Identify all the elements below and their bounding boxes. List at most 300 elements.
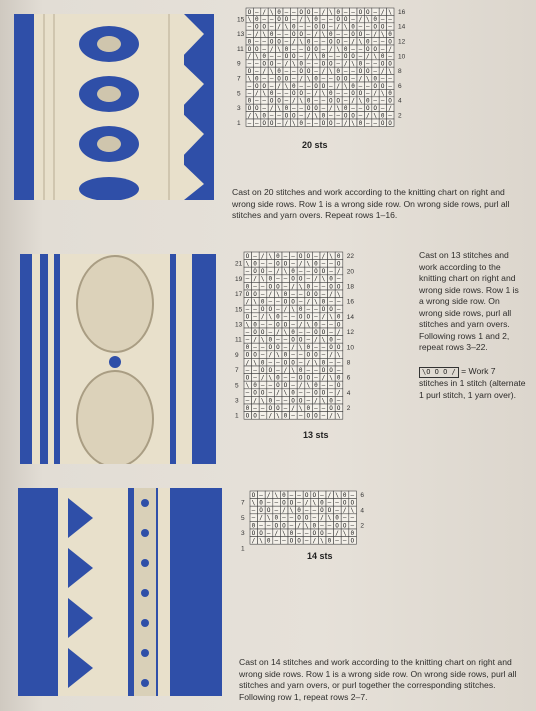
chart-symbol: — bbox=[358, 45, 363, 53]
chart-symbol: O bbox=[306, 252, 311, 260]
chart-symbol: — bbox=[245, 366, 250, 374]
row-number-right: 16 bbox=[398, 8, 406, 16]
chart-symbol: 0 bbox=[314, 321, 318, 329]
chart-symbol: O bbox=[314, 328, 318, 336]
chart-symbol: \ bbox=[329, 313, 333, 321]
chart-symbol: O bbox=[321, 60, 326, 68]
chart-symbol: 0 bbox=[343, 45, 348, 53]
chart-symbol: O bbox=[350, 499, 355, 507]
chart-symbol: — bbox=[297, 499, 301, 507]
chart-symbol: 0 bbox=[321, 298, 326, 306]
chart-symbol: O bbox=[321, 82, 326, 90]
chart-symbol: \ bbox=[247, 75, 252, 83]
chart-symbol: 0 bbox=[253, 321, 257, 329]
chart-symbol: — bbox=[253, 252, 257, 260]
chart-symbol: 0 bbox=[314, 75, 318, 83]
chart-symbol: \ bbox=[335, 491, 339, 499]
stitch-count-1: 20 sts bbox=[302, 140, 328, 150]
chart-symbol: — bbox=[358, 23, 363, 31]
chart-symbol: O bbox=[260, 366, 265, 374]
chart-symbol: / bbox=[336, 328, 341, 336]
chart-symbol: — bbox=[335, 507, 339, 515]
instructions-2: Cast on 13 stitches and work according to the knitting chart on right and wrong side rows. Row 1 is a wrong side row. On wrong side rows, purl all stitches and yarn overs. Following rows 1 and 2, repeat rows 3–22. bbox=[419, 250, 519, 352]
chart-symbol: \ bbox=[329, 8, 333, 16]
chart-symbol: \ bbox=[380, 90, 385, 98]
chart-symbol: — bbox=[306, 119, 311, 127]
chart-symbol: — bbox=[255, 97, 259, 105]
chart-symbol: — bbox=[329, 75, 333, 83]
chart-symbol: O bbox=[321, 119, 326, 127]
chart-symbol: / bbox=[247, 53, 252, 61]
chart-symbol: — bbox=[268, 389, 273, 397]
chart-symbol: — bbox=[321, 45, 326, 53]
chart-symbol: O bbox=[291, 275, 295, 283]
chart-symbol: — bbox=[342, 537, 347, 545]
row-number-right: 2 bbox=[398, 112, 402, 120]
chart-symbol: 0 bbox=[297, 507, 301, 515]
chart-symbol: / bbox=[306, 298, 311, 306]
chart-symbol: O bbox=[253, 351, 257, 359]
chart-symbol: / bbox=[269, 104, 274, 112]
chart-symbol: O bbox=[336, 97, 341, 105]
chart-symbol: O bbox=[259, 507, 263, 515]
chart-symbol: — bbox=[291, 313, 295, 321]
chart-symbol: — bbox=[266, 529, 271, 537]
chart-symbol: — bbox=[336, 53, 341, 61]
chart-symbol: O bbox=[298, 374, 303, 382]
chart-symbol: / bbox=[269, 45, 274, 53]
chart-symbol: 0 bbox=[269, 30, 274, 38]
chart-symbol: O bbox=[299, 8, 304, 16]
chart-symbol: — bbox=[291, 351, 295, 359]
row-number-right: 10 bbox=[346, 344, 355, 352]
chart-symbol: / bbox=[298, 260, 303, 268]
chart-symbol: O bbox=[306, 45, 311, 53]
chart-symbol: \ bbox=[251, 499, 256, 507]
chart-symbol: O bbox=[366, 8, 370, 16]
chart-symbol: — bbox=[253, 366, 257, 374]
chart-symbol: O bbox=[321, 328, 326, 336]
chart-symbol: 0 bbox=[342, 491, 347, 499]
chart-symbol: 0 bbox=[276, 252, 280, 260]
chart-symbol: O bbox=[259, 529, 263, 537]
chart-symbol: O bbox=[282, 499, 286, 507]
chart-symbol: O bbox=[366, 45, 370, 53]
chart-symbol: — bbox=[306, 275, 311, 283]
chart-symbol: O bbox=[266, 507, 271, 515]
chart-symbol: — bbox=[298, 290, 303, 298]
chart-symbol: \ bbox=[283, 268, 288, 276]
chart-symbol: 0 bbox=[329, 30, 333, 38]
chart-symbol: — bbox=[255, 67, 259, 75]
chart-symbol: O bbox=[245, 351, 250, 359]
chart-symbol: O bbox=[269, 119, 274, 127]
chart-symbol: — bbox=[351, 104, 355, 112]
chart-symbol: — bbox=[314, 119, 318, 127]
chart-symbol: O bbox=[298, 336, 303, 344]
chart-symbol: / bbox=[292, 97, 296, 105]
chart-symbol: \ bbox=[373, 112, 378, 120]
chart-symbol: O bbox=[358, 8, 363, 16]
chart-symbol: — bbox=[321, 16, 326, 24]
chart-symbol: O bbox=[269, 97, 274, 105]
chart-symbol: O bbox=[366, 104, 370, 112]
chart-symbol: — bbox=[292, 104, 296, 112]
chart-symbol: \ bbox=[283, 389, 288, 397]
chart-symbol: O bbox=[321, 23, 326, 31]
chart-symbol: \ bbox=[388, 8, 392, 16]
chart-symbol: / bbox=[274, 529, 279, 537]
chart-symbol: 0 bbox=[292, 82, 296, 90]
row-number-right: 4 bbox=[398, 97, 402, 105]
chart-symbol: — bbox=[283, 397, 288, 405]
chart-symbol: 0 bbox=[314, 16, 318, 24]
chart-symbol: 0 bbox=[358, 60, 363, 68]
chart-symbol: — bbox=[321, 75, 326, 83]
chart-symbol: \ bbox=[351, 119, 355, 127]
chart-symbol: O bbox=[373, 82, 378, 90]
chart-symbol: — bbox=[255, 8, 259, 16]
chart-symbol: 0 bbox=[336, 8, 341, 16]
chart-symbol: O bbox=[268, 404, 273, 412]
chart-symbol: — bbox=[304, 537, 309, 545]
chart-symbol: O bbox=[388, 38, 392, 46]
chart-symbol: — bbox=[299, 45, 304, 53]
chart-symbol: / bbox=[245, 359, 250, 367]
chart-symbol: / bbox=[351, 97, 355, 105]
row-number-left: 5 bbox=[237, 90, 241, 98]
row-number-right: 6 bbox=[360, 492, 365, 500]
chart-symbol: \ bbox=[329, 252, 333, 260]
legend bbox=[419, 366, 527, 401]
row-number-left: 19 bbox=[235, 275, 243, 283]
chart-symbol: — bbox=[329, 16, 333, 24]
chart-symbol: — bbox=[291, 412, 295, 420]
chart-symbol: / bbox=[366, 112, 370, 120]
chart-symbol: 0 bbox=[276, 374, 280, 382]
chart-symbol: — bbox=[277, 60, 281, 68]
chart-symbol: — bbox=[336, 60, 341, 68]
chart-symbol: — bbox=[366, 90, 370, 98]
chart-symbol: — bbox=[314, 67, 318, 75]
chart-symbol: / bbox=[262, 67, 267, 75]
chart-symbol: / bbox=[253, 275, 257, 283]
chart-symbol: — bbox=[336, 366, 341, 374]
chart-symbol: \ bbox=[277, 104, 281, 112]
chart-symbol: — bbox=[291, 252, 295, 260]
chart-symbol: O bbox=[351, 90, 355, 98]
chart-symbol: — bbox=[269, 53, 274, 61]
chart-symbol: — bbox=[329, 112, 333, 120]
chart-symbol: O bbox=[277, 38, 281, 46]
chart-symbol: \ bbox=[351, 60, 355, 68]
chart-symbol: 0 bbox=[276, 313, 280, 321]
chart-symbol: / bbox=[306, 112, 311, 120]
chart-symbol: 0 bbox=[260, 359, 265, 367]
chart-symbol: / bbox=[260, 252, 265, 260]
chart-symbol: \ bbox=[260, 336, 265, 344]
chart-symbol: — bbox=[388, 75, 392, 83]
chart-symbol: O bbox=[284, 53, 289, 61]
chart-symbol: — bbox=[314, 97, 318, 105]
chart-symbol: — bbox=[350, 522, 355, 530]
chart-symbol: O bbox=[342, 499, 347, 507]
chart-symbol: 0 bbox=[306, 38, 311, 46]
chart-symbol: O bbox=[247, 45, 252, 53]
chart-symbol: / bbox=[253, 336, 257, 344]
chart-symbol: 0 bbox=[350, 529, 355, 537]
chart-symbol: \ bbox=[245, 260, 250, 268]
chart-symbol: O bbox=[373, 104, 378, 112]
chart-symbol: — bbox=[306, 268, 311, 276]
chart-symbol: O bbox=[276, 382, 280, 390]
chart-symbol: O bbox=[358, 30, 363, 38]
chart-symbol: — bbox=[282, 514, 286, 522]
chart-symbol: — bbox=[268, 298, 273, 306]
chart-symbol: \ bbox=[336, 45, 341, 53]
chart-symbol: \ bbox=[284, 23, 289, 31]
chart-symbol: — bbox=[260, 344, 265, 352]
knitting-chart-2 bbox=[230, 250, 416, 426]
chart-symbol: — bbox=[247, 119, 252, 127]
chart-symbol: — bbox=[336, 275, 341, 283]
chart-symbol: / bbox=[388, 104, 392, 112]
row-number-right: 8 bbox=[346, 359, 351, 367]
chart-symbol: \ bbox=[291, 306, 295, 314]
chart-symbol: — bbox=[304, 507, 309, 515]
row-number-right: 14 bbox=[398, 23, 406, 31]
chart-symbol: / bbox=[321, 313, 326, 321]
chart-symbol: O bbox=[343, 53, 348, 61]
chart-symbol: 0 bbox=[335, 514, 339, 522]
chart-symbol: O bbox=[253, 412, 257, 420]
chart-symbol: — bbox=[343, 67, 348, 75]
chart-symbol: \ bbox=[327, 514, 332, 522]
chart-symbol: / bbox=[343, 119, 348, 127]
chart-symbol: \ bbox=[276, 290, 280, 298]
chart-symbol: / bbox=[291, 344, 295, 352]
chart-symbol: \ bbox=[245, 382, 250, 390]
chart-symbol: — bbox=[274, 537, 279, 545]
chart-symbol: 0 bbox=[321, 112, 326, 120]
chart-symbol: \ bbox=[320, 537, 324, 545]
chart-symbol: — bbox=[320, 522, 324, 530]
chart-symbol: 0 bbox=[329, 397, 333, 405]
chart-symbol: — bbox=[351, 16, 355, 24]
chart-symbol: \ bbox=[321, 336, 326, 344]
chart-symbol: — bbox=[306, 366, 311, 374]
chart-symbol: — bbox=[314, 306, 318, 314]
chart-symbol: 0 bbox=[380, 53, 385, 61]
chart-symbol: O bbox=[260, 306, 265, 314]
chart-symbol: O bbox=[247, 104, 252, 112]
chart-symbol: — bbox=[298, 351, 303, 359]
chart-symbol: O bbox=[329, 38, 333, 46]
chart-symbol: — bbox=[260, 321, 265, 329]
chart-symbol: / bbox=[268, 412, 273, 420]
chart-symbol: — bbox=[366, 60, 370, 68]
chart-symbol: O bbox=[292, 53, 296, 61]
row-number-left: 3 bbox=[235, 397, 239, 405]
chart-symbol: 0 bbox=[269, 90, 274, 98]
chart-symbol: 0 bbox=[306, 404, 311, 412]
chart-symbol: 0 bbox=[336, 313, 341, 321]
chart-symbol: — bbox=[314, 313, 318, 321]
chart-symbol: \ bbox=[253, 298, 257, 306]
chart-symbol: O bbox=[298, 252, 303, 260]
chart-symbol: — bbox=[283, 374, 288, 382]
row-number-right: 8 bbox=[398, 68, 402, 76]
chart-symbol: — bbox=[321, 412, 326, 420]
chart-symbol: — bbox=[276, 336, 280, 344]
chart-symbol: / bbox=[329, 104, 333, 112]
row-number-right: 6 bbox=[398, 82, 402, 90]
chart-symbol: — bbox=[283, 275, 288, 283]
chart-symbol: / bbox=[336, 82, 341, 90]
chart-symbol: \ bbox=[304, 522, 309, 530]
chart-symbol: 0 bbox=[388, 90, 392, 98]
chart-symbol: / bbox=[292, 38, 296, 46]
chart-symbol: — bbox=[351, 67, 355, 75]
chart-symbol: \ bbox=[283, 328, 288, 336]
chart-symbol: O bbox=[289, 499, 294, 507]
chart-symbol: — bbox=[329, 321, 333, 329]
chart-symbol: O bbox=[373, 45, 378, 53]
chart-symbol: \ bbox=[336, 290, 341, 298]
chart-symbol: O bbox=[343, 75, 348, 83]
chart-symbol: — bbox=[306, 336, 311, 344]
chart-symbol: O bbox=[291, 298, 295, 306]
chart-symbol: O bbox=[299, 30, 304, 38]
chart-symbol: — bbox=[336, 112, 341, 120]
chart-symbol: / bbox=[297, 522, 301, 530]
chart-symbol: O bbox=[321, 306, 326, 314]
chart-symbol: — bbox=[268, 321, 273, 329]
chart-symbol: / bbox=[262, 8, 267, 16]
chart-symbol: 0 bbox=[255, 16, 259, 24]
chart-symbol: O bbox=[342, 522, 347, 530]
chart-symbol: — bbox=[335, 537, 339, 545]
chart-symbol: — bbox=[373, 67, 378, 75]
chart-symbol: 0 bbox=[247, 97, 252, 105]
chart-symbol: — bbox=[291, 321, 295, 329]
chart-symbol: — bbox=[298, 328, 303, 336]
chart-symbol: — bbox=[321, 344, 326, 352]
row-number-right: 4 bbox=[346, 389, 351, 397]
chart-symbol: 0 bbox=[351, 82, 355, 90]
chart-symbol: — bbox=[247, 23, 252, 31]
chart-symbol: 0 bbox=[253, 260, 257, 268]
chart-symbol: 0 bbox=[289, 529, 294, 537]
lace-edging-image-3 bbox=[18, 488, 222, 696]
chart-symbol: — bbox=[373, 97, 378, 105]
chart-symbol: O bbox=[306, 8, 311, 16]
chart-symbol: O bbox=[255, 23, 259, 31]
chart-symbol: — bbox=[259, 491, 263, 499]
chart-symbol: 0 bbox=[298, 306, 303, 314]
chart-symbol: O bbox=[336, 75, 341, 83]
chart-symbol: O bbox=[291, 359, 295, 367]
chart-symbol: / bbox=[351, 38, 355, 46]
row-number-right: 20 bbox=[346, 268, 355, 276]
chart-symbol: 0 bbox=[283, 351, 288, 359]
chart-symbol: O bbox=[329, 404, 333, 412]
row-number-left: 3 bbox=[241, 530, 245, 538]
row-number-left: 7 bbox=[237, 75, 241, 83]
chart-symbol: O bbox=[380, 119, 385, 127]
chart-symbol: — bbox=[388, 23, 392, 31]
chart-symbol: — bbox=[388, 53, 392, 61]
chart-symbol: — bbox=[291, 260, 295, 268]
chart-symbol: — bbox=[321, 283, 326, 291]
chart-symbol: — bbox=[336, 119, 341, 127]
row-number-right: 14 bbox=[346, 313, 355, 321]
chart-symbol: — bbox=[306, 23, 311, 31]
chart-symbol: O bbox=[247, 67, 252, 75]
chart-symbol: — bbox=[321, 404, 326, 412]
chart-symbol: 0 bbox=[277, 67, 281, 75]
chart-symbol: — bbox=[351, 45, 355, 53]
chart-symbol: O bbox=[268, 344, 273, 352]
chart-symbol: — bbox=[245, 306, 250, 314]
chart-symbol: — bbox=[289, 491, 294, 499]
chart-symbol: / bbox=[251, 537, 256, 545]
chart-symbol: / bbox=[298, 321, 303, 329]
chart-symbol: — bbox=[329, 382, 333, 390]
chart-symbol: — bbox=[388, 82, 392, 90]
chart-symbol: — bbox=[350, 514, 355, 522]
chart-symbol: — bbox=[297, 491, 301, 499]
chart-symbol: — bbox=[329, 359, 333, 367]
chart-symbol: — bbox=[321, 104, 326, 112]
chart-symbol: / bbox=[260, 313, 265, 321]
row-number-left: 5 bbox=[235, 382, 239, 390]
chart-symbol: — bbox=[262, 97, 267, 105]
chart-symbol: / bbox=[329, 351, 333, 359]
chart-symbol: — bbox=[299, 112, 304, 120]
chart-symbol: \ bbox=[292, 119, 296, 127]
chart-symbol: — bbox=[268, 260, 273, 268]
chart-symbol: O bbox=[358, 90, 363, 98]
chart-symbol: — bbox=[245, 328, 250, 336]
chart-symbol: — bbox=[329, 82, 333, 90]
chart-symbol: — bbox=[306, 82, 311, 90]
chart-symbol: — bbox=[343, 30, 348, 38]
chart-symbol: — bbox=[358, 112, 363, 120]
chart-symbol: \ bbox=[292, 60, 296, 68]
chart-symbol: O bbox=[251, 529, 256, 537]
chart-symbol: — bbox=[336, 359, 341, 367]
chart-symbol: — bbox=[255, 38, 259, 46]
chart-symbol: / bbox=[335, 529, 339, 537]
chart-symbol: — bbox=[284, 67, 289, 75]
chart-symbol: — bbox=[366, 119, 370, 127]
chart-symbol: / bbox=[329, 412, 333, 420]
chart-symbol: O bbox=[312, 491, 317, 499]
chart-symbol: \ bbox=[312, 499, 317, 507]
chart-symbol: — bbox=[251, 514, 256, 522]
chart-symbol: — bbox=[306, 328, 311, 336]
chart-symbol: — bbox=[321, 38, 326, 46]
chart-symbol: O bbox=[336, 404, 341, 412]
chart-symbol: \ bbox=[299, 38, 304, 46]
chart-symbol: — bbox=[314, 374, 318, 382]
chart-symbol: O bbox=[336, 16, 341, 24]
chart-symbol: \ bbox=[253, 359, 257, 367]
chart-symbol: / bbox=[291, 283, 295, 291]
row-number-right: 12 bbox=[398, 38, 406, 46]
chart-symbol: 0 bbox=[320, 499, 324, 507]
